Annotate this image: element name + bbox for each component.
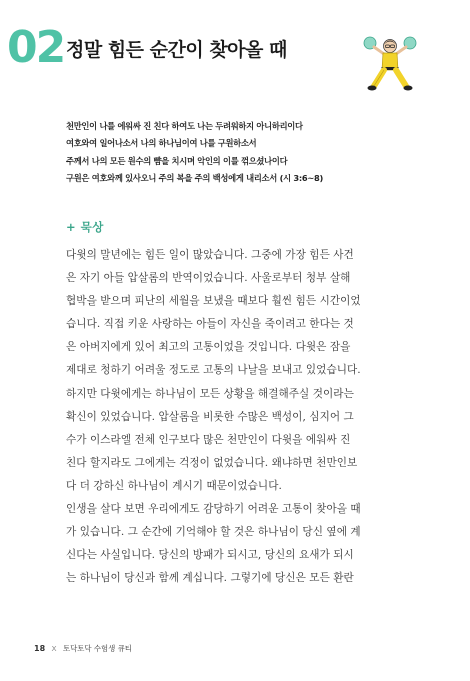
verse-line: 주께서 나의 모든 원수의 뺨을 치시며 악인의 이를 꺾으셨나이다 bbox=[66, 155, 288, 166]
dancing-figure-illustration bbox=[362, 34, 418, 92]
body-line: 하지만 다윗에게는 하나님이 모든 상황을 해결해주실 것이라는 bbox=[66, 387, 354, 400]
page-number: 18 bbox=[34, 644, 46, 653]
meditation-heading: + 묵상 bbox=[66, 220, 104, 234]
chapter-header bbox=[0, 22, 470, 92]
page-footer bbox=[34, 643, 132, 654]
body-line: 인생을 살다 보면 우리에게도 감당하기 어려운 고통이 찾아올 때 bbox=[66, 503, 361, 516]
body-line: 신다는 사실입니다. 당신의 방패가 되시고, 당신의 요새가 되시 bbox=[66, 549, 354, 562]
book-title: 토닥토닥 수험생 큐티 bbox=[62, 644, 132, 653]
chapter-number: 02 bbox=[7, 22, 65, 73]
body-line: 은 아버지에게 있어 최고의 고통이었을 것입니다. 다윗은 잠을 bbox=[66, 341, 351, 354]
body-line: 다윗의 말년에는 힘든 일이 많았습니다. 그중에 가장 힘든 사건 bbox=[66, 249, 354, 261]
verse-line: 구원은 여호와께 있사오니 주의 복을 주의 백성에게 내리소서 (시 3:6~8) bbox=[66, 173, 323, 184]
body-line: 습니다. 직접 키운 사랑하는 아들이 자신을 죽이려고 한다는 것 bbox=[66, 318, 354, 331]
chapter-title: 정말 힘든 순간이 찾아올 때 bbox=[66, 39, 287, 61]
body-line: 친다 할지라도 그에게는 걱정이 없었습니다. 왜냐하면 천만인보 bbox=[66, 456, 358, 469]
footer-separator: X bbox=[51, 644, 57, 653]
body-line: 은 자기 아들 압살롬의 반역이었습니다. 사울로부터 청부 살해 bbox=[66, 272, 351, 285]
scripture-verses bbox=[66, 118, 416, 188]
body-line: 수가 이스라엘 전체 인구보다 많은 천만인이 다윗을 에워싸 진 bbox=[66, 433, 351, 446]
verse-line: 여호와여 일어나소서 나의 하나님이여 나를 구원하소서 bbox=[66, 138, 257, 149]
verse-line: 천만인이 나를 에워싸 진 친다 하여도 나는 두려워하지 아니하리이다 bbox=[66, 121, 303, 131]
body-line: 확신이 있었습니다. 압살롬을 비롯한 수많은 백성이, 심지어 그 bbox=[66, 410, 354, 423]
meditation-body bbox=[66, 244, 411, 590]
body-line: 가 있습니다. 그 순간에 기억해야 할 것은 하나님이 당신 옆에 계 bbox=[66, 526, 361, 539]
body-line: 는 하나님이 당신과 함께 계십니다. 그렇기에 당신은 모든 환란 bbox=[66, 572, 354, 585]
body-line: 제대로 청하기 어려울 정도로 고통의 나날을 보내고 있었습니다. bbox=[66, 364, 361, 377]
body-line: 다 더 강하신 하나님이 계시기 때문이었습니다. bbox=[66, 479, 282, 492]
body-line: 협박을 받으며 피난의 세월을 보냈을 때보다 훨씬 힘든 시간이었 bbox=[66, 295, 361, 308]
